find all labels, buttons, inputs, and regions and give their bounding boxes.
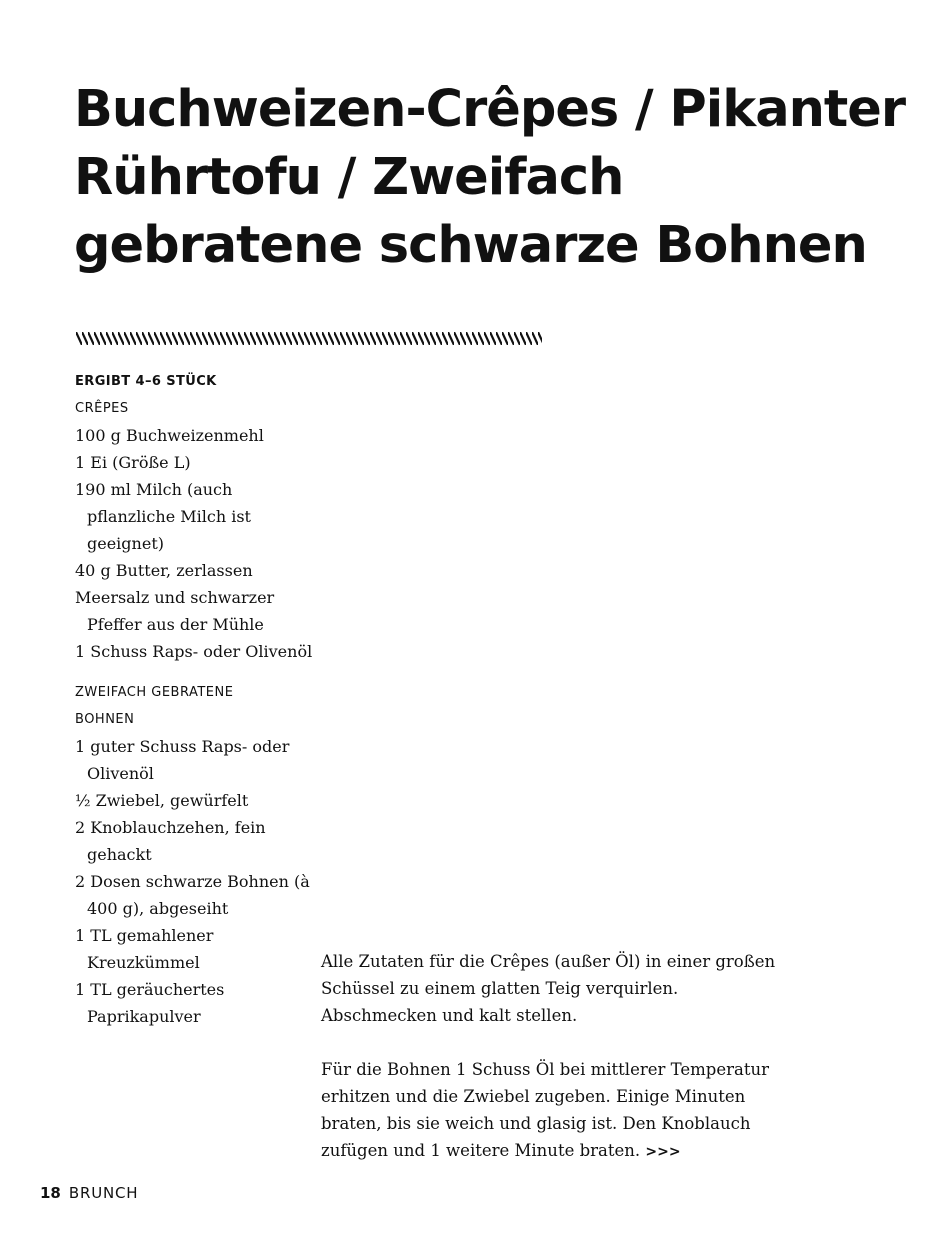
continued-marker: >>> [645, 1144, 681, 1160]
method-paragraph-text: Für die Bohnen 1 Schuss Öl bei mittlerer Temperatur erhitzen und die Zwiebel zugeben. Einige Minuten braten, bis sie weich und glasig ist. Den Knoblauch zufügen und 1 weitere Minute braten. [321, 1060, 769, 1160]
ingredient-item: Meersalz und schwarzer Pfeffer aus der Mühle [75, 588, 275, 634]
section-name: BRUNCH [68, 1184, 139, 1202]
ingredient-item: ½ Zwiebel, gewürfelt [75, 791, 249, 810]
page-footer [40, 1182, 138, 1204]
ingredient-section-crepes [75, 395, 315, 665]
ingredients-column [75, 368, 315, 1030]
ingredient-item: 1 Ei (Größe L) [75, 453, 191, 472]
yield-label: ERGIBT 4–6 STÜCK [75, 374, 217, 389]
recipe-title-line: Buchweizen-Crêpes / Pikanter [74, 80, 906, 139]
section-heading-crepes: CRÊPES [75, 401, 129, 416]
method-paragraph: Alle Zutaten für die Crêpes (außer Öl) in einer großen Schüssel zu einem glatten Teig verquirlen. Abschmecken und kalt stellen. [321, 952, 776, 1025]
decorative-hatch-divider [76, 332, 542, 345]
recipe-title [74, 76, 914, 280]
ingredient-item: 1 guter Schuss Raps- oder Olivenöl [75, 737, 290, 783]
method-paragraph [321, 1056, 791, 1166]
ingredient-section-bohnen [75, 679, 315, 1030]
section-heading-bohnen: BOHNEN [75, 712, 135, 727]
section-heading-bohnen: ZWEIFACH GEBRATENE [75, 685, 234, 700]
recipe-title-line: Rührtofu / Zweifach [74, 148, 624, 207]
ingredient-item: 2 Dosen schwarze Bohnen (à 400 g), abgeseiht [75, 872, 310, 918]
ingredient-item: 40 g Butter, zerlassen [75, 561, 253, 580]
ingredient-item: 1 TL geräuchertes Paprikapulver [75, 980, 225, 1026]
ingredient-item: 1 TL gemahlener Kreuzkümmel [75, 926, 214, 972]
method-text [321, 948, 791, 1193]
ingredient-item: 190 ml Milch (auch pflanzliche Milch ist geeignet) [75, 480, 251, 553]
ingredient-item: 1 Schuss Raps- oder Olivenöl [75, 642, 313, 661]
recipe-title-line: gebratene schwarze Bohnen [74, 216, 867, 275]
ingredient-item: 100 g Buchweizenmehl [75, 426, 264, 445]
ingredient-item: 2 Knoblauchzehen, fein gehackt [75, 818, 266, 864]
page-number: 18 [40, 1184, 61, 1202]
